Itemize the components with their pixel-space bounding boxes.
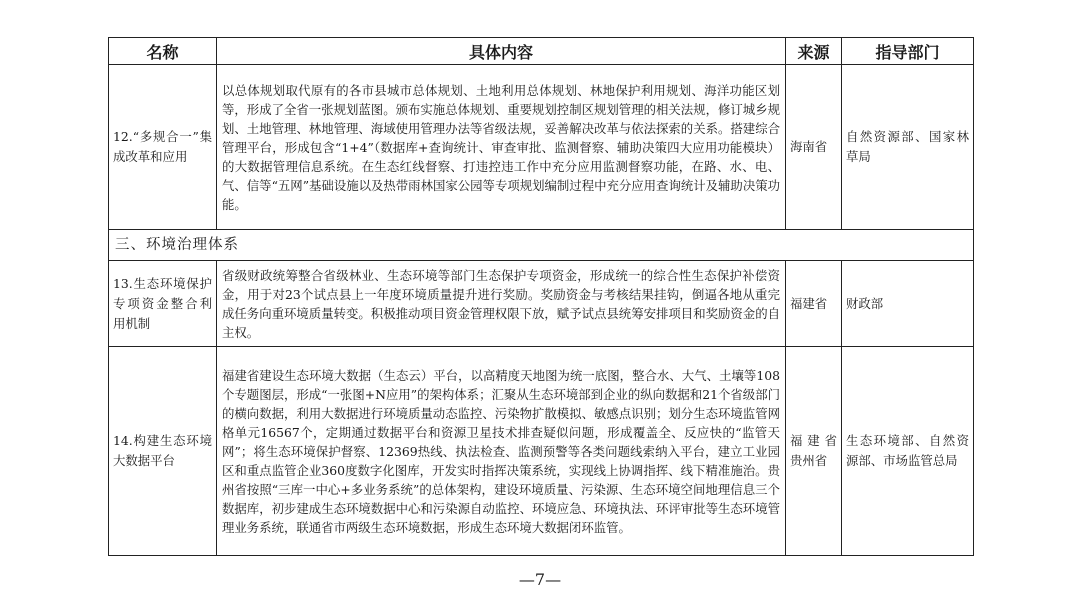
row-content: 以总体规划取代原有的各市县城市总体规划、土地利用总体规划、林地保护利用规划、海洋功能区划等，形成了全省一张规划蓝图。颁布实施总体规划、重要规划控制区规划管理的相关法规，修订城乡规划、土地管理、林地管理、海域使用管理办法等省级法规，妥善解决改革与依法探索的关系。搭建综合管理平台，形成包含“1+4”（数据库+查询统计、审查审批、监测督察、辅助决策四大应用功能模块）的大数据管理信息系统。在生态红线督察、打违控违工作中充分应用监测督察功能，在路、水、电、气、信等“五网”基础设施以及热带雨林国家公园等专项规划编制过程中充分应用查询统计及辅助决策功能。	[217, 65, 786, 230]
header-row	[109, 38, 974, 65]
row-source: 海南省	[786, 65, 842, 230]
header-name: 名称	[109, 38, 217, 65]
row-content: 省级财政统筹整合省级林业、生态环境等部门生态保护专项资金，形成统一的综合性生态保护补偿资金，用于对23个试点县上一年度环境质量提升进行奖励。奖励资金与考核结果挂钩，倒逼各地从重完成任务向重环境质量转变。积极推动项目资金管理权限下放，赋予试点县统筹安排项目和奖励资金的自主权。	[217, 261, 786, 347]
header-content: 具体内容	[217, 38, 786, 65]
section-title: 三、环境治理体系	[109, 230, 974, 261]
reform-table	[108, 37, 974, 556]
row-source: 福建省	[786, 261, 842, 347]
header-dept: 指导部门	[842, 38, 974, 65]
table-row	[109, 65, 974, 230]
table-row	[109, 347, 974, 556]
table-row	[109, 261, 974, 347]
row-dept: 财政部	[842, 261, 974, 347]
row-name: 13.生态环境保护专项资金整合利用机制	[109, 261, 217, 347]
row-name: 12.“多规合一”集成改革和应用	[109, 65, 217, 230]
row-dept: 生态环境部、自然资源部、市场监管总局	[842, 347, 974, 556]
row-name: 14.构建生态环境大数据平台	[109, 347, 217, 556]
row-source: 福建省贵州省	[786, 347, 842, 556]
row-content: 福建省建设生态环境大数据（生态云）平台，以高精度天地图为统一底图，整合水、大气、土壤等108个专题图层，形成“一张图+N应用”的架构体系；汇聚从生态环境部到企业的纵向数据和21个省级部门的横向数据，利用大数据进行环境质量动态监控、污染物扩散模拟、敏感点识别；划分生态环境监管网格单元16567个，定期通过数据平台和资源卫星技术排查疑似问题，形成覆盖全、反应快的“监管天网”；将生态环境保护督察、12369热线、执法检查、监测预警等各类问题线索纳入平台，建立工业园区和重点监管企业360度数字化图库，开发实时指挥决策系统，实现线上协调指挥、线下精准施治。贵州省按照“三库一中心+多业务系统”的总体架构，建设环境质量、污染源、生态环境空间地理信息三个数据库，初步建成生态环境数据中心和污染源自动监控、环境应急、环境执法、环评审批等生态环境管理业务系统，联通省市两级生态环境数据，形成生态环境大数据闭环监管。	[217, 347, 786, 556]
page-number: —7—	[518, 570, 562, 589]
section-row	[109, 230, 974, 261]
row-dept: 自然资源部、国家林草局	[842, 65, 974, 230]
header-source: 来源	[786, 38, 842, 65]
